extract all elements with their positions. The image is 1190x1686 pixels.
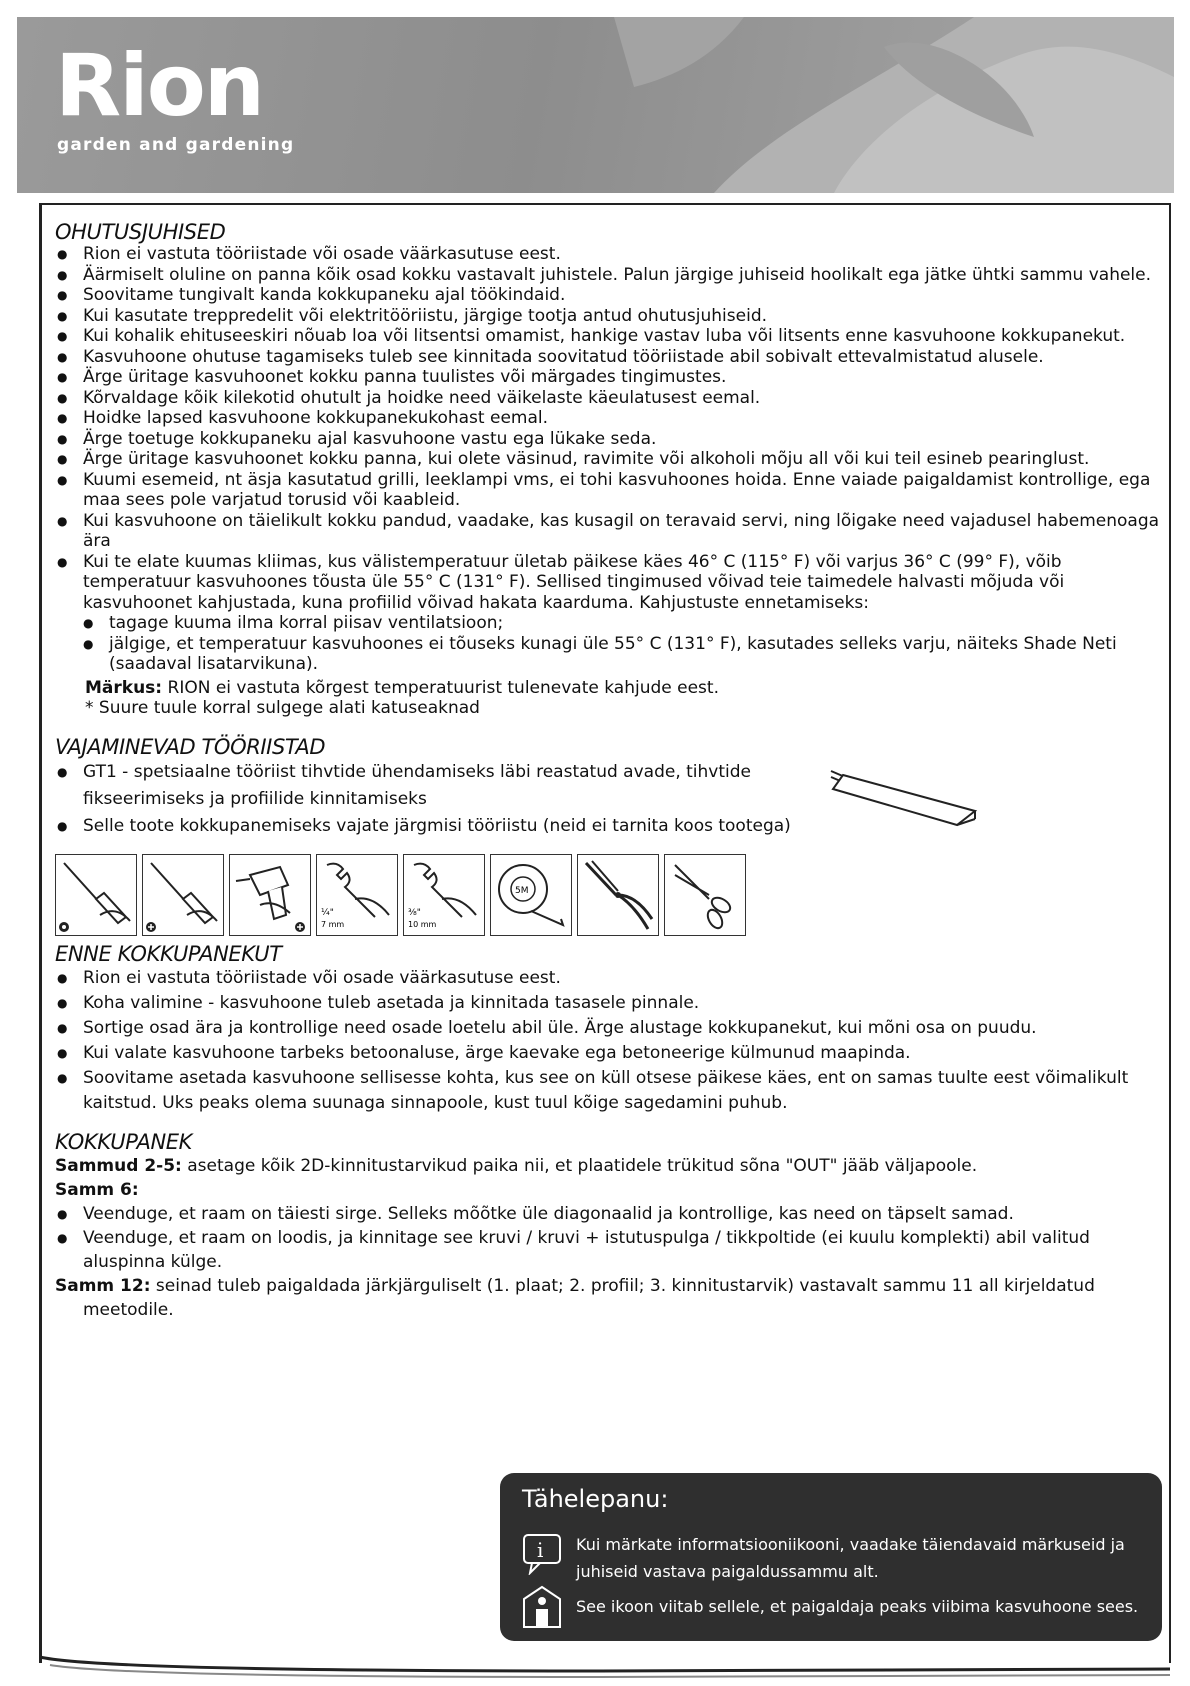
list-item: ● Selle toote kokkupanemiseks vajate järgmisi tööriistu (neid ei tarnita koos tootega) [55, 813, 983, 840]
step-6-list [55, 1202, 1165, 1274]
list-item: ● Veenduge, et raam on loodis, ja kinnitage see kruvi / kruvi + istutuspulga / tikkpoltide (ei kuulu komplekti) abil valitud aluspinna külge. [55, 1226, 1165, 1274]
list-item: ● Rion ei vastuta tööriistade või osade väärkasutuse eest. [55, 244, 1165, 265]
list-item: ● Soovitame asetada kasvuhoone sellisesse kohta, kus see on küll otsese päikese käes, ent on samas tuulte eest võimalikult kaitstud. Uks peaks olema suunaga sinnapoole, kust tuul kõige sagedamini puhub. [55, 1066, 1165, 1116]
info-icon-text: Kui märkate informatsiooniikooni, vaadake täiendavaid märkuseid ja juhiseid vastava paigaldussammu alt. [576, 1535, 1125, 1581]
assembly-title: KOKKUPANEK [55, 1129, 193, 1154]
attention-box [500, 1473, 1162, 1641]
list-item: ● tagage kuuma ilma korral piisav ventilatsioon; [81, 613, 1165, 634]
note-text: RION ei vastuta kõrgest temperatuurist tulenevate kahjude eest. [162, 677, 719, 698]
list-item: ● Koha valimine - kasvuhoone tuleb asetada ja kinnitada tasasele pinnale. [55, 991, 1165, 1016]
list-item: ● Veenduge, et raam on täiesti sirge. Selleks mõõtke üle diagonaalid ja kontrollige, kas need on täpselt samad. [55, 1202, 1165, 1226]
svg-text:i: i [537, 1538, 544, 1562]
safety-section [55, 220, 1165, 719]
list-item: ● Soovitame tungivalt kanda kokkupaneku ajal töökindaid. [55, 285, 1165, 306]
before-assembly-section [55, 942, 1165, 1116]
person-icon-row [520, 1585, 1156, 1629]
step-12-label: Samm 12: [55, 1275, 151, 1296]
person-icon-text: See ikoon viitab sellele, et paigaldaja peaks viibima kasvuhoone sees. [576, 1597, 1139, 1616]
tape-label: 5M [515, 885, 529, 896]
list-item: ● Kui valate kasvuhoone tarbeks betoonaluse, ärge kaevake ega betoneerige külmunud maapinda. [55, 1041, 1165, 1066]
wrench2-mm: 10 mm [408, 919, 437, 929]
scissors-icon [664, 854, 746, 936]
installer-inside-icon [520, 1585, 564, 1629]
power-drill-icon [229, 854, 311, 936]
heat-sublist [81, 613, 1165, 675]
step-2-5-text: asetage kõik 2D-kinnitustarvikud paika nii, et plaatidele trükitud sõna "OUT" jääb väljapoole. [181, 1155, 978, 1176]
tools-icons-row [55, 854, 1165, 936]
list-item: ● Kõrvaldage kõik kilekotid ohutult ja hoidke need väikelaste käeulatusest eemal. [55, 388, 1165, 409]
list-item: ● Kui te elate kuumas kliimas, kus välistemperatuur ületab päikese käes 46° C (115° F) või varjus 36° C (99° F), võib temperatuur kasvuhoones tõusta üle 55° C (131° F). Sellised tingimused võivad teie taimedele halvasti mõjuda või kasvuhoonet kahjustada, kuna profiilid võivad hakata kaarduma. Kahjustuste ennetamiseks: [55, 552, 1165, 614]
disclaimer-note [55, 678, 1165, 699]
wind-note: * Suure tuule korral sulgege alati katuseaknad [85, 698, 480, 718]
tape-measure-icon [490, 854, 572, 936]
tools-title: VAJAMINEVAD TÖÖRIISTAD [55, 734, 326, 759]
tools-section [55, 735, 1165, 936]
step-12-text: seinad tuleb paigaldada järkjärguliselt (1. plaat; 2. profiil; 3. kinnitustarvik) vastavalt sammu 11 all kirjeldatud meetodile. [83, 1275, 1095, 1320]
header-banner [17, 17, 1174, 193]
pre-title: ENNE KOKKUPANEKUT [55, 941, 282, 966]
list-item: ● Rion ei vastuta tööriistade või osade väärkasutuse eest. [55, 966, 1165, 991]
list-item: ● Kasvuhoone ohutuse tagamiseks tuleb see kinnitada soovitatud tööriistade abil sobivalt ettevalmistatud alusele. [55, 347, 1165, 368]
list-item: ● Sortige osad ära ja kontrollige need osade loetelu abil üle. Ärge alustage kokkupanekut, kui mõni osa on puudu. [55, 1016, 1165, 1041]
wrench1-mm: 7 mm [321, 919, 345, 929]
safety-list [55, 244, 1165, 613]
footer-decorative-lines [0, 1655, 1190, 1686]
step-6-label-text: Samm 6: [55, 1179, 139, 1200]
list-item: ● Hoidke lapsed kasvuhoone kokkupanekukohast eemal. [55, 408, 1165, 429]
list-item: ● Ärge toetuge kokkupaneku ajal kasvuhoone vastu ega lükake seda. [55, 429, 1165, 450]
step-6-label [55, 1178, 1165, 1202]
pliers-icon [577, 854, 659, 936]
list-item: ● Äärmiselt oluline on panna kõik osad kokku vastavalt juhistele. Palun järgige juhiseid hoolikalt ega jätke ühtki sammu vahele. [55, 265, 1165, 286]
rion-logo [55, 36, 295, 155]
decorative-swirl [414, 17, 1174, 193]
gt1-tool-icon [825, 763, 985, 833]
list-item: ● Ärge üritage kasvuhoonet kokku panna, kui olete väsinud, ravimite või alkoholi mõju all või kui teil esineb pearinglust. [55, 449, 1165, 470]
wrench-quarter-icon [316, 854, 398, 936]
safety-title: OHUTUSJUHISED [55, 220, 226, 244]
slotted-screwdriver-icon [55, 854, 137, 936]
list-item: ● Ärge üritage kasvuhoonet kokku panna tuulistes või märgades tingimustes. [55, 367, 1165, 388]
attention-title: Tähelepanu: [522, 1485, 669, 1513]
list-item: ● GT1 - spetsiaalne tööriist tihvtide ühendamiseks läbi reastatud avade, tihvtide fikseerimiseks ja profiilide kinnitamiseks [55, 759, 845, 813]
list-item: ● Kuumi esemeid, nt äsja kasutatud grilli, leeklampi vms, ei tohi kasvuhoones hoida. Enne vaiade paigaldamist kontrollige, ega maa sees pole varjatud torusid või kaableid. [55, 470, 1165, 511]
wrench1-size: ¼" [321, 907, 334, 918]
document-body [55, 220, 1165, 1322]
list-item: ● jälgige, et temperatuur kasvuhoones ei tõuseks kunagi üle 55° C (131° F), kasutades selleks varju, näiteks Shade Neti (saadaval lisatarvikuna). [81, 634, 1165, 675]
info-icon [520, 1531, 564, 1575]
wrench-three-eighths-icon [403, 854, 485, 936]
list-item: ● Kui kohalik ehituseeskiri nõuab loa või litsentsi omamist, hankige vastav luba või litsents enne kasvuhoone kokkupanekut. [55, 326, 1165, 347]
step-2-5-label: Sammud 2-5: [55, 1155, 182, 1176]
phillips-screwdriver-icon [142, 854, 224, 936]
note-label: Märkus: [85, 677, 163, 698]
assembly-section [55, 1130, 1165, 1322]
step-12 [55, 1274, 1165, 1322]
list-item: ● Kui kasvuhoone on täielikult kokku pandud, vaadake, kas kusagil on teravaid servi, ning lõigake need vajadusel habemenoaga ära [55, 511, 1165, 552]
pre-list [55, 966, 1165, 1116]
wrench2-size: ⅜" [408, 907, 421, 918]
logo-tagline: garden and gardening [57, 135, 295, 155]
info-icon-row [520, 1531, 1156, 1585]
logo-brand: Rion [55, 36, 264, 136]
list-item: ● Kui kasutate treppredelit või elektritööriistu, järgige tootja antud ohutusjuhiseid. [55, 306, 1165, 327]
step-2-5 [55, 1154, 1165, 1178]
tools-list [55, 759, 845, 840]
